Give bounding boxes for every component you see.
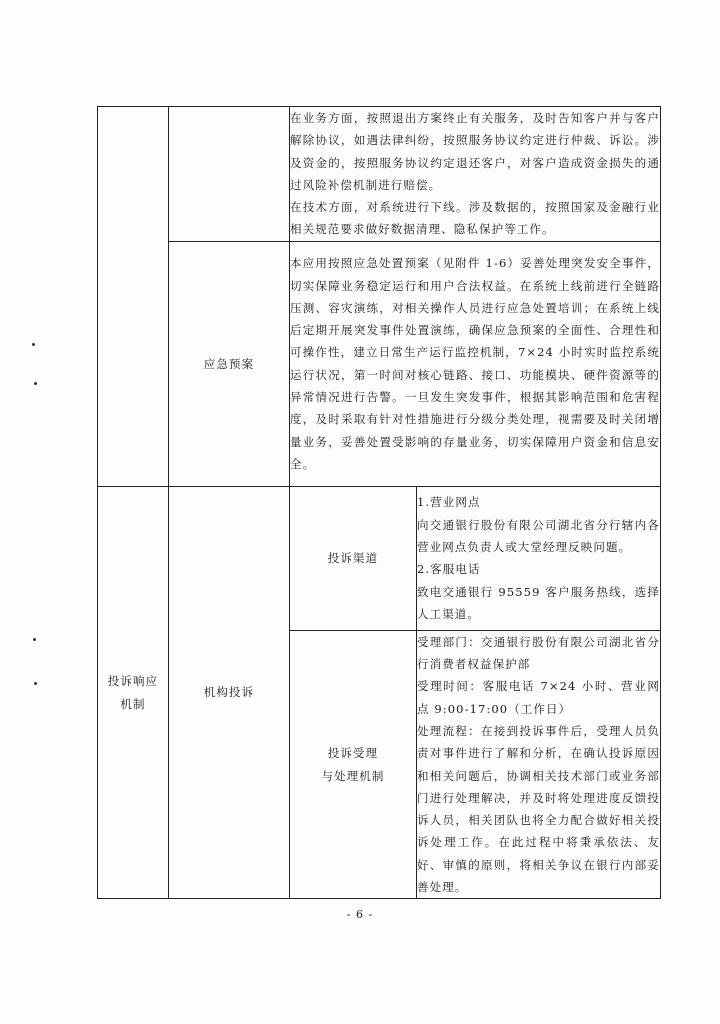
emergency-plan-label: 应急预案	[169, 241, 290, 486]
complaint-channel-text	[417, 486, 661, 630]
exit-plan-technical-paragraph: 在技术方面，对系统进行下线。涉及数据的，按照国家及金融行业相关规范要求做好数据清理、隐私保护等工作。	[290, 200, 661, 237]
complaint-handling-label-line2: 与处理机制	[321, 768, 385, 783]
exit-plan-business-paragraph: 在业务方面，按照退出方案终止有关服务，及时告知客户并与客户解除协议，如遇法律纠纷，按照服务协议约定进行仲裁、诉讼。涉及资金的，按照服务协议约定退还客户，对客户造成资金损失的通过风险补偿机制进行赔偿。	[290, 111, 661, 192]
complaint-handling-text	[417, 630, 661, 899]
cell-empty-category	[98, 107, 169, 487]
cell-exit-plan-text	[290, 107, 661, 242]
channel-item-text: 致电交通银行 95559 客户服务热线，选择人工渠道。	[417, 584, 661, 621]
scan-mark	[34, 682, 37, 685]
institution-complaint-label: 机构投诉	[169, 486, 290, 899]
channel-item-heading: 2.客服电话	[417, 562, 481, 577]
table-row-emergency-plan	[98, 241, 661, 486]
cell-empty-subcategory	[169, 107, 290, 242]
channel-item-heading: 1.营业网点	[417, 495, 481, 510]
complaint-mechanism-label	[98, 486, 169, 899]
table-row-exit-plan	[98, 107, 661, 242]
page-number: - 6 -	[346, 908, 374, 921]
handling-process: 处理流程：在接到投诉事件后，受理人员负责对事件进行了解和分析，在确认投诉原因和相关问题后，协调相关技术部门或业务部门进行处理解决，并及时将处理进度反馈投诉人员，相关团队也将全力配合做好相关投诉处理工作。在此过程中将秉承依法、友好、审慎的原则，将相关争议在银行内部妥善处理。	[417, 723, 661, 895]
complaint-channel-label: 投诉渠道	[290, 486, 417, 630]
emergency-plan-text: 本应用按照应急处置预案（见附件 1-6）妥善处理突发安全事件，切实保障业务稳定运行和用户合法权益。在系统上线前进行全链路压测、容灾演练，对相关操作人员进行应急处置培训；在系统上线后定期开展突发事件处置演练，确保应急预案的全面性、合理性和可操作性，建立日常生产运行监控机制，7×24 小时实时监控系统运行状况，第一时间对核心链路、接口、功能模块、硬件资源等的异常情况进行告警。一旦发生突发事件，根据其影响范围和危害程度，及时采取有针对性措施进行分级分类处理，视需要及时关闭增量业务，妥善处置受影响的存量业务，切实保障用户资金和信息安全。	[290, 241, 661, 486]
scan-mark	[32, 343, 35, 346]
complaint-handling-label-line1: 投诉受理	[327, 746, 379, 761]
complaint-mechanism-label-line2: 机制	[120, 696, 146, 711]
scan-mark	[33, 638, 36, 641]
channel-item-text: 向交通银行股份有限公司湖北省分行辖内各营业网点负责人或大堂经理反映问题。	[417, 517, 661, 554]
table-row-complaint-channel	[98, 486, 661, 630]
policy-table	[97, 106, 661, 899]
complaint-handling-label	[290, 630, 417, 899]
handling-department: 受理部门：交通银行股份有限公司湖北省分行消费者权益保护部	[417, 634, 661, 672]
scan-mark	[34, 382, 37, 385]
handling-time: 受理时间：客服电话 7×24 小时、营业网点 9:00-17:00（工作日）	[417, 679, 661, 716]
complaint-mechanism-label-line1: 投诉响应	[107, 674, 159, 689]
